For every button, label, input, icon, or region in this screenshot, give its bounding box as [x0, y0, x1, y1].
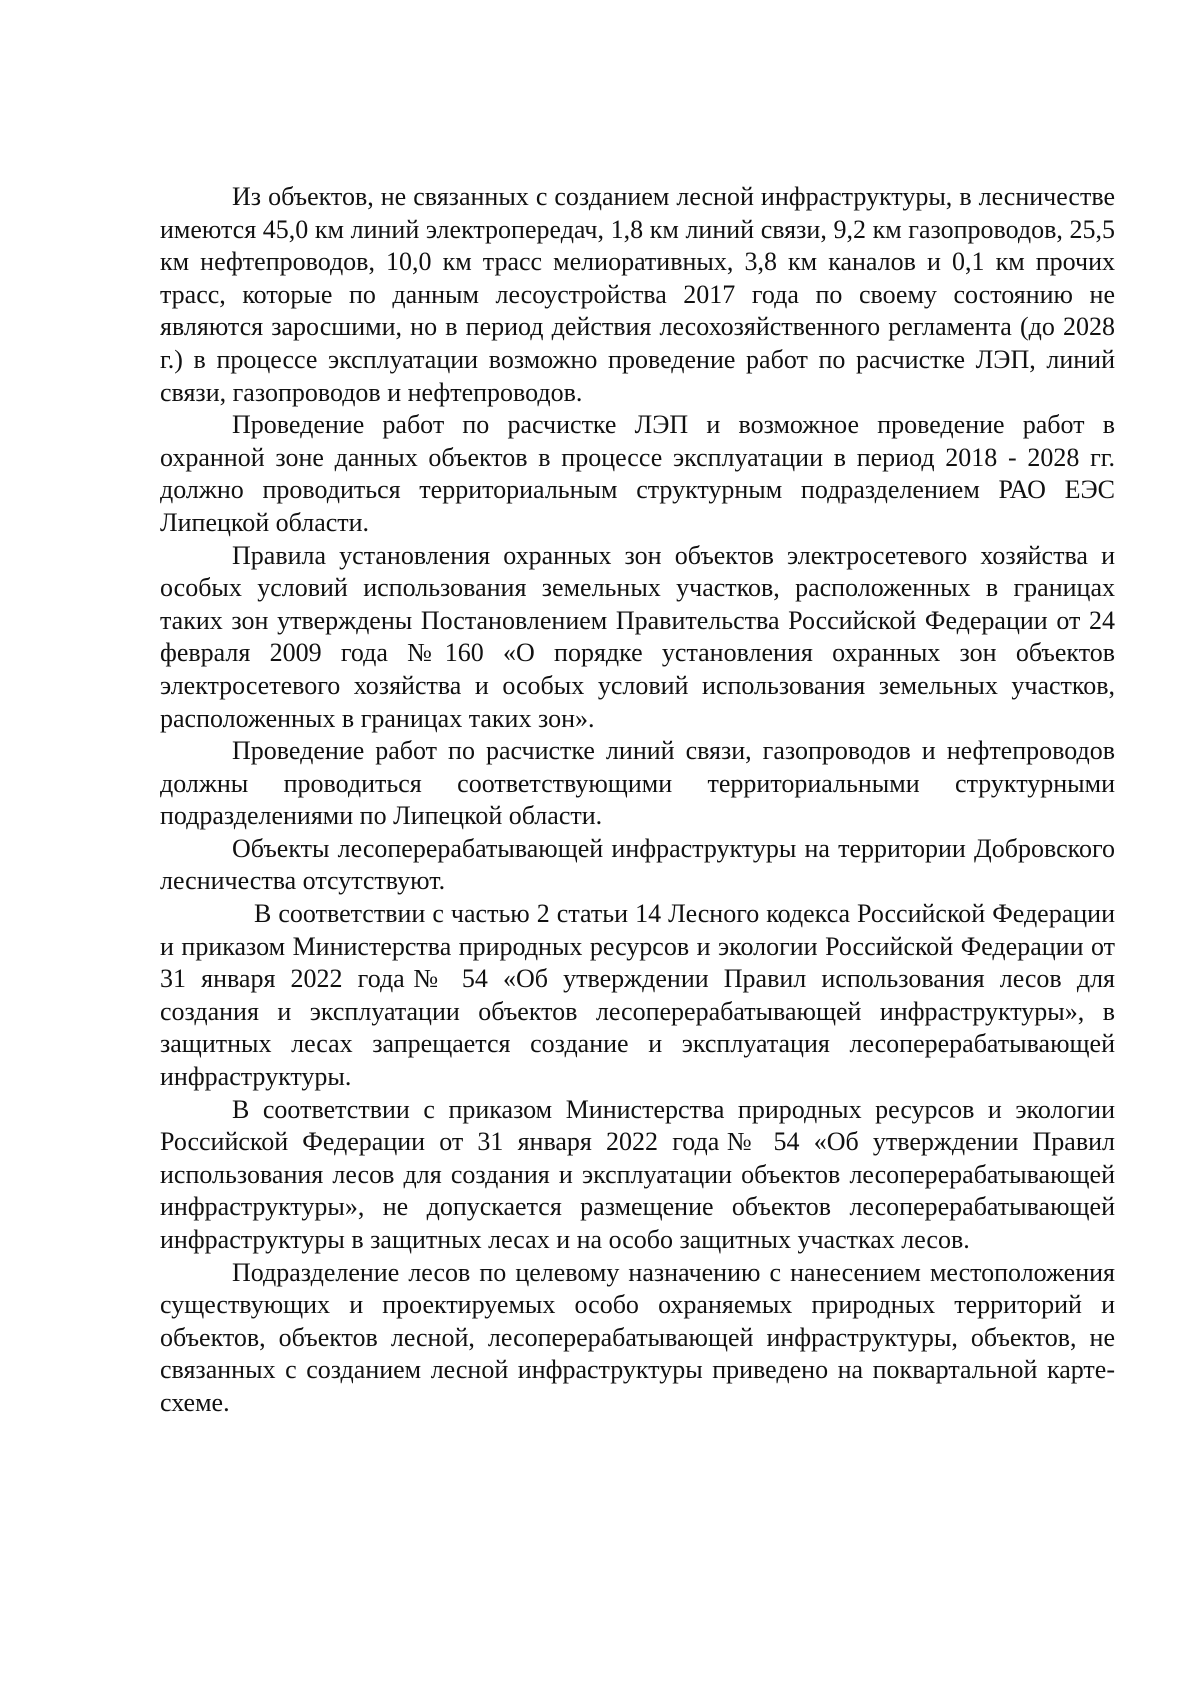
- paragraph-forest-code-article-14: В соответствии с частью 2 статьи 14 Лесного кодекса Российской Федерации и приказом Министерства природных ресурсов и экологии Российской Федерации от 31 января 2022 года№ 54 «Об утверждении Правил использования лесов для создания и эксплуатации объектов лесоперерабатывающей инфраструктуры», в защитных лесах запрещается создание и эксплуатация лесоперерабатывающей инфраструктуры.: [160, 899, 1115, 1092]
- paragraph-ministry-order-54: В соответствии с приказом Министерства природных ресурсов и экологии Российской Федерации от 31 января 2022 года№ 54 «Об утверждении Правил использования лесов для создания и эксплуатации объектов лесоперерабатывающей инфраструктуры», не допускается размещение объектов лесоперерабатывающей инфраструктуры в защитных лесах и на особо защитных участках лесов.: [160, 1094, 1115, 1254]
- paragraph-power-line-clearing: Проведение работ по расчистке ЛЭП и возможное проведение работ в охранной зоне данных объектов в процессе эксплуатации в период 2018 - 2028 гг. должно проводиться территориальным структурным подразделением РАО ЕЭС Липецкой области.: [160, 410, 1115, 537]
- paragraph-processing-infrastructure-absent: Объекты лесоперерабатывающей инфраструктуры на территории Добровского лесничества отсутствуют.: [160, 833, 1115, 896]
- paragraph-communication-lines-clearing: Проведение работ по расчистке линий связи, газопроводов и нефтепроводов должны проводиться соответствующими территориальными структурными подразделениями по Липецкой области.: [160, 736, 1115, 831]
- paragraph-forest-subdivision-map: Подразделение лесов по целевому назначению с нанесением местоположения существующих и проектируемых особо охраняемых природных территорий и объектов, объектов лесной, лесоперерабатывающей инфраструктуры, объектов, не связанных с созданием лесной инфраструктуры приведено на поквартальной карте-схеме.: [160, 1257, 1115, 1417]
- paragraph-protection-zone-rules: Правила установления охранных зон объектов электросетевого хозяйства и особых условий использования земельных участков, расположенных в границах таких зон утверждены Постановлением Правительства Российской Федерации от 24 февраля 2009 года №160 «О порядке установления охранных зон объектов электросетевого хозяйства и особых условий использования земельных участков, расположенных в границах таких зон».: [160, 540, 1115, 733]
- paragraph-power-lines-objects: Из объектов, не связанных с созданием лесной инфраструктуры, в лесничестве имеются 45,0 км линий электропередач, 1,8 км линий связи, 9,2 км газопроводов, 25,5 км нефтепроводов, 10,0 км трасс мелиоративных, 3,8 км каналов и 0,1 км прочих трасс, которые по данным лесоустройства 2017 года по своему состоянию не являются заросшими, но в период действия лесохозяйственного регламента (до 2028 г.) в процессе эксплуатации возможно проведение работ по расчистке ЛЭП, линий связи, газопроводов и нефтепроводов.: [160, 182, 1115, 407]
- document-body: [160, 181, 1115, 1420]
